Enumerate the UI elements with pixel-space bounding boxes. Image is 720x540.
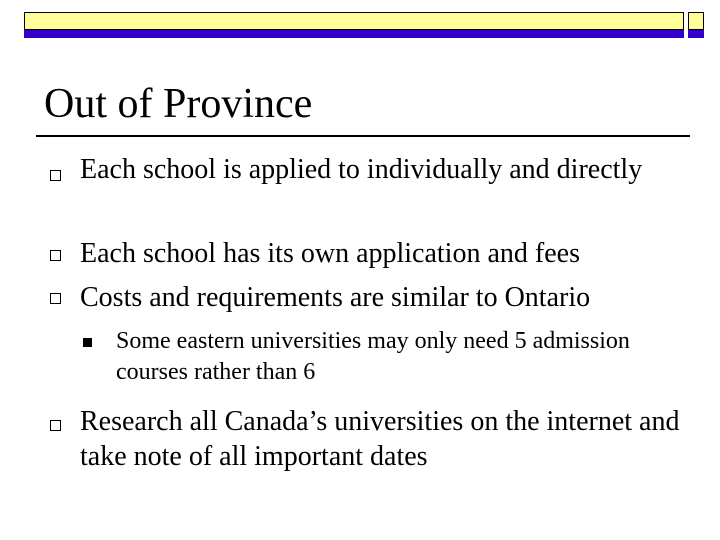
slide-title: Out of Province: [44, 81, 313, 127]
hollow-square-bullet-icon: [50, 250, 61, 261]
bullet-item: Research all Canada’s universities on the internet and take note of all important dates: [80, 406, 680, 472]
hollow-square-bullet-icon: [50, 170, 61, 181]
filled-square-subbullet-icon: [83, 338, 92, 347]
sub-bullet-item: Some eastern universities may only need 5 admission courses rather than 6: [116, 328, 630, 385]
bullet-item: Each school is applied to individually and directly: [80, 154, 643, 185]
bullet-item: Costs and requirements are similar to Ontario: [80, 282, 591, 313]
hollow-square-bullet-icon: [50, 293, 61, 304]
bullet-item: Each school has its own application and fees: [80, 238, 580, 269]
hollow-square-bullet-icon: [50, 420, 61, 431]
